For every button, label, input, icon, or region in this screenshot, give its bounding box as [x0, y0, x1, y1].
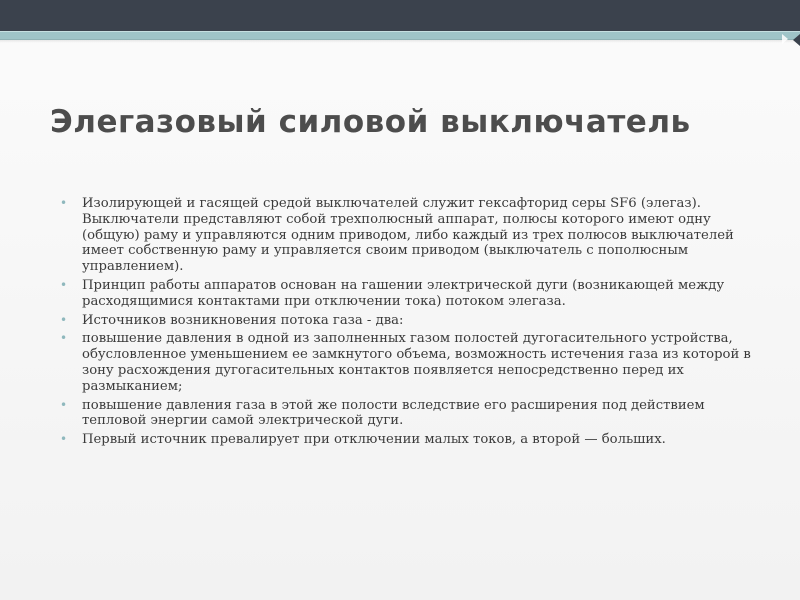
corner-arrow-icon: [793, 34, 800, 46]
bullet-text: повышение давления в одной из заполненных газом полостей дугогасительного устройства, обусловленное уменьшением ее замкнутого объема, возможность истечения газа из которой в зону расхождения дугогасительных контактов появляется непосредственно перед их размыканием;: [82, 331, 751, 394]
bullet-text: Принцип работы аппаратов основан на гашении электрической дуги (возникающей между расходящимися контактами при отключении тока) потоком элегаза.: [82, 277, 725, 309]
header-band: [0, 0, 800, 31]
bullet-item: [58, 432, 758, 448]
bullet-item: [58, 398, 758, 430]
bullet-item: [58, 313, 758, 329]
diamond-bullet-icon: •: [60, 312, 68, 327]
diamond-bullet-icon: •: [60, 331, 68, 346]
bullet-text: Источников возникновения потока газа - два:: [82, 312, 404, 328]
bullet-list: [58, 196, 758, 451]
bullet-item: [58, 331, 758, 394]
bullet-text: Первый источник превалирует при отключении малых токов, а второй — больших.: [82, 432, 666, 448]
slide-title: Элегазовый силовой выключатель: [50, 104, 691, 140]
corner-play-icon: [782, 34, 788, 44]
bullet-item: [58, 196, 758, 275]
diamond-bullet-icon: •: [60, 277, 68, 292]
diamond-bullet-icon: •: [60, 397, 68, 412]
diamond-bullet-icon: •: [60, 432, 68, 447]
diamond-bullet-icon: •: [60, 196, 68, 210]
band-shadow: [0, 39, 800, 43]
bullet-text: Изолирующей и гасящей средой выключателей служит гексафторид серы SF6 (элегаз). Выключатели представляют собой трехполюсный аппарат, полюсы которого имеют одну (общую) раму и управляются одним приводом, либо каждый из трех полюсов выключателей имеет собственную раму и управляется своим приводом (выключатель с пополюсным управлением).: [82, 196, 734, 275]
bullet-item: [58, 278, 758, 310]
bullet-text: повышение давления газа в этой же полости вследствие его расширения под действием тепловой энергии самой электрической дуги.: [82, 397, 705, 429]
